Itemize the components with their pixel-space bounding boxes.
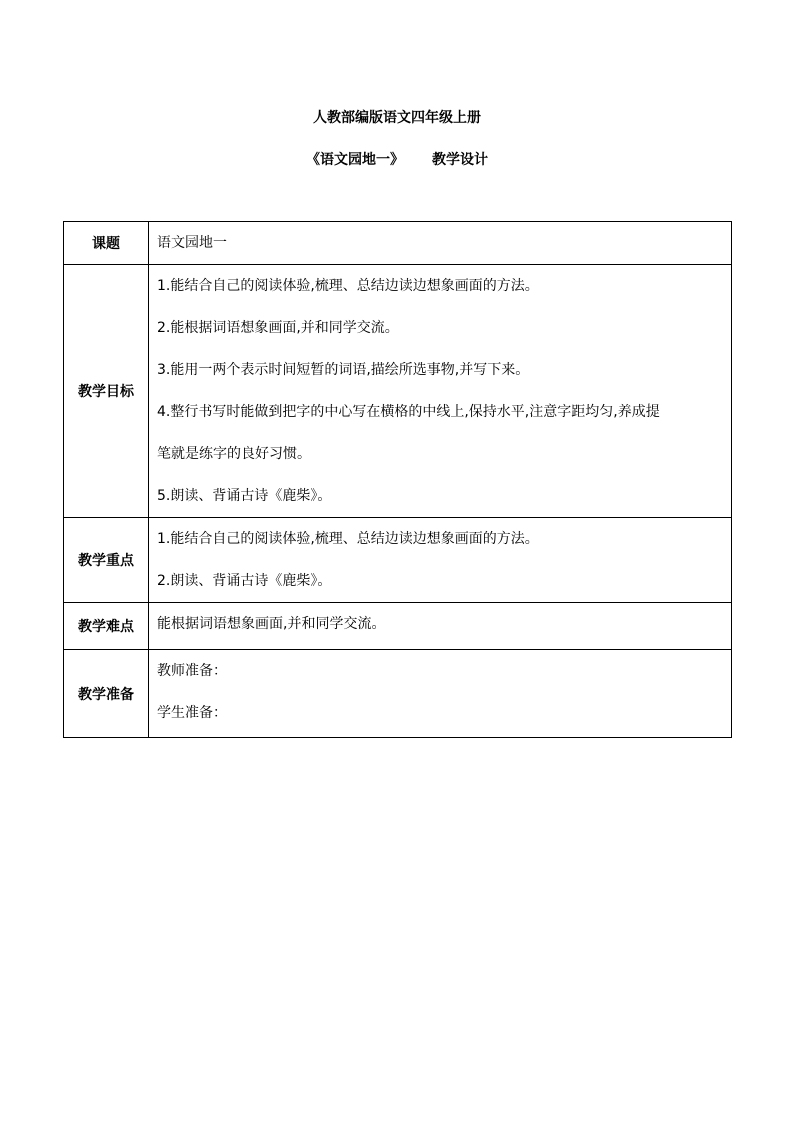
key-points-row	[64, 518, 732, 603]
objective-item: 1.能结合自己的阅读体验,梳理、总结边读边想象画面的方法。	[157, 278, 539, 294]
preparation-label: 教学准备	[64, 650, 149, 738]
difficulties-row	[64, 603, 732, 650]
key-point-item: 2.朗读、背诵古诗《鹿柴》。	[157, 573, 332, 589]
topic-label: 课题	[64, 222, 149, 265]
document-subtitle	[0, 150, 794, 170]
objectives-cell	[149, 265, 732, 518]
objective-item-continued: 笔就是练字的良好习惯。	[157, 446, 311, 462]
design-label: 教学设计	[432, 152, 488, 168]
preparation-cell	[149, 650, 732, 738]
objective-item: 4.整行书写时能做到把字的中心写在横格的中线上,保持水平,注意字距均匀,养成提	[157, 404, 660, 420]
lesson-name: 《语文园地一》	[306, 152, 404, 168]
objectives-label: 教学目标	[64, 265, 149, 518]
difficulties-value: 能根据词语想象画面,并和同学交流。	[157, 616, 386, 632]
preparation-row	[64, 650, 732, 738]
student-preparation: 学生准备：	[157, 705, 227, 721]
objectives-row	[64, 265, 732, 518]
objective-item: 5.朗读、背诵古诗《鹿柴》。	[157, 488, 332, 504]
teacher-preparation: 教师准备：	[157, 663, 227, 679]
lesson-plan-table	[63, 221, 732, 738]
key-points-cell	[149, 518, 732, 603]
topic-value: 语文园地一	[157, 235, 227, 251]
key-point-item: 1.能结合自己的阅读体验,梳理、总结边读边想象画面的方法。	[157, 531, 539, 547]
objective-item: 3.能用一两个表示时间短暂的词语,描绘所选事物,并写下来。	[157, 362, 530, 378]
topic-row	[64, 222, 732, 265]
document-title: 人教部编版语文四年级上册	[313, 110, 481, 126]
difficulties-label: 教学难点	[64, 603, 149, 650]
key-points-label: 教学重点	[64, 518, 149, 603]
topic-cell	[149, 222, 732, 265]
difficulties-cell	[149, 603, 732, 650]
objective-item: 2.能根据词语想象画面,并和同学交流。	[157, 320, 399, 336]
